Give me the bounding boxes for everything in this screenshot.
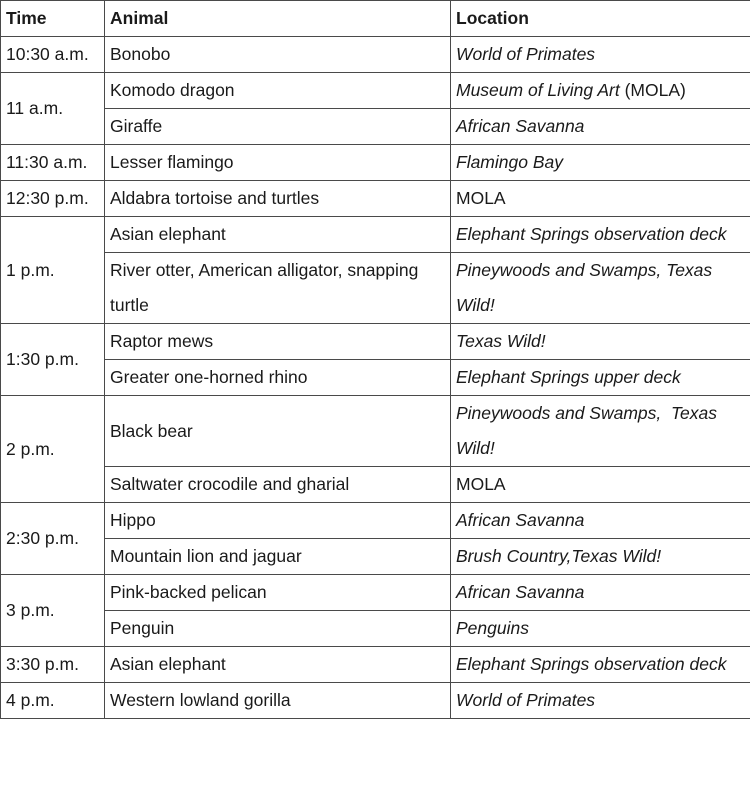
time-cell: 11 a.m. <box>1 73 105 145</box>
animal-cell: Giraffe <box>105 109 451 145</box>
animal-cell: Bonobo <box>105 37 451 73</box>
time-cell: 11:30 a.m. <box>1 145 105 181</box>
location-italic: Penguins <box>456 618 529 638</box>
location-cell <box>451 73 750 109</box>
animal-cell: Asian elephant <box>105 217 451 253</box>
table-row <box>1 539 750 575</box>
table-row <box>1 253 750 324</box>
table-row <box>1 683 750 719</box>
location-cell <box>451 396 750 467</box>
location-cell <box>451 467 750 503</box>
table-row <box>1 109 750 145</box>
animal-cell: Western lowland gorilla <box>105 683 451 719</box>
time-cell: 2:30 p.m. <box>1 503 105 575</box>
location-italic: Elephant Springs upper deck <box>456 367 681 387</box>
animal-cell: Black bear <box>105 396 451 467</box>
time-cell: 4 p.m. <box>1 683 105 719</box>
location-cell <box>451 683 750 719</box>
time-cell: 2 p.m. <box>1 396 105 503</box>
animal-cell: Penguin <box>105 611 451 647</box>
animal-cell: Aldabra tortoise and turtles <box>105 181 451 217</box>
location-plain: MOLA <box>456 188 506 208</box>
location-italic: African Savanna <box>456 116 585 136</box>
header-animal: Animal <box>105 1 451 37</box>
animal-cell: Mountain lion and jaguar <box>105 539 451 575</box>
table-row <box>1 575 750 611</box>
location-cell <box>451 647 750 683</box>
location-cell <box>451 145 750 181</box>
table-row <box>1 37 750 73</box>
location-italic: Texas Wild! <box>456 331 546 351</box>
table-row <box>1 181 750 217</box>
animal-cell: Asian elephant <box>105 647 451 683</box>
time-cell: 10:30 a.m. <box>1 37 105 73</box>
location-italic: Pineywoods and Swamps, Texas Wild! <box>456 403 722 458</box>
time-cell: 12:30 p.m. <box>1 181 105 217</box>
location-italic: Elephant Springs observation deck <box>456 654 727 674</box>
location-italic: African Savanna <box>456 510 585 530</box>
location-cell <box>451 503 750 539</box>
location-plain: MOLA <box>456 474 506 494</box>
location-italic: Museum of Living Art <box>456 80 620 100</box>
location-italic: Flamingo Bay <box>456 152 563 172</box>
header-time: Time <box>1 1 105 37</box>
animal-cell: Pink-backed pelican <box>105 575 451 611</box>
location-cell <box>451 217 750 253</box>
location-plain: (MOLA) <box>619 80 686 100</box>
location-italic: Elephant Springs observation deck <box>456 224 727 244</box>
header-row <box>1 1 750 37</box>
animal-cell: Lesser flamingo <box>105 145 451 181</box>
location-italic: Pineywoods and Swamps, Texas Wild! <box>456 260 713 315</box>
animal-cell: Hippo <box>105 503 451 539</box>
location-cell <box>451 324 750 360</box>
time-cell: 3 p.m. <box>1 575 105 647</box>
location-cell <box>451 539 750 575</box>
table-row <box>1 324 750 360</box>
location-italic: African Savanna <box>456 582 585 602</box>
location-italic: World of Primates <box>456 44 596 64</box>
location-cell <box>451 181 750 217</box>
time-cell: 3:30 p.m. <box>1 647 105 683</box>
table-row <box>1 467 750 503</box>
table-row <box>1 396 750 467</box>
table-row <box>1 647 750 683</box>
table-row <box>1 217 750 253</box>
time-cell: 1 p.m. <box>1 217 105 324</box>
location-cell <box>451 611 750 647</box>
location-italic: Brush Country,Texas Wild! <box>456 546 662 566</box>
animal-cell: Raptor mews <box>105 324 451 360</box>
location-cell <box>451 109 750 145</box>
location-cell <box>451 37 750 73</box>
table-row <box>1 73 750 109</box>
table-row <box>1 503 750 539</box>
table-row <box>1 145 750 181</box>
location-italic: World of Primates <box>456 690 596 710</box>
animal-cell: Komodo dragon <box>105 73 451 109</box>
location-cell <box>451 253 750 324</box>
location-cell <box>451 360 750 396</box>
table-row <box>1 360 750 396</box>
location-cell <box>451 575 750 611</box>
animal-cell: River otter, American alligator, snapping turtle <box>105 253 451 324</box>
header-location: Location <box>451 1 750 37</box>
table-row <box>1 611 750 647</box>
animal-cell: Saltwater crocodile and gharial <box>105 467 451 503</box>
time-cell: 1:30 p.m. <box>1 324 105 396</box>
animal-cell: Greater one-horned rhino <box>105 360 451 396</box>
